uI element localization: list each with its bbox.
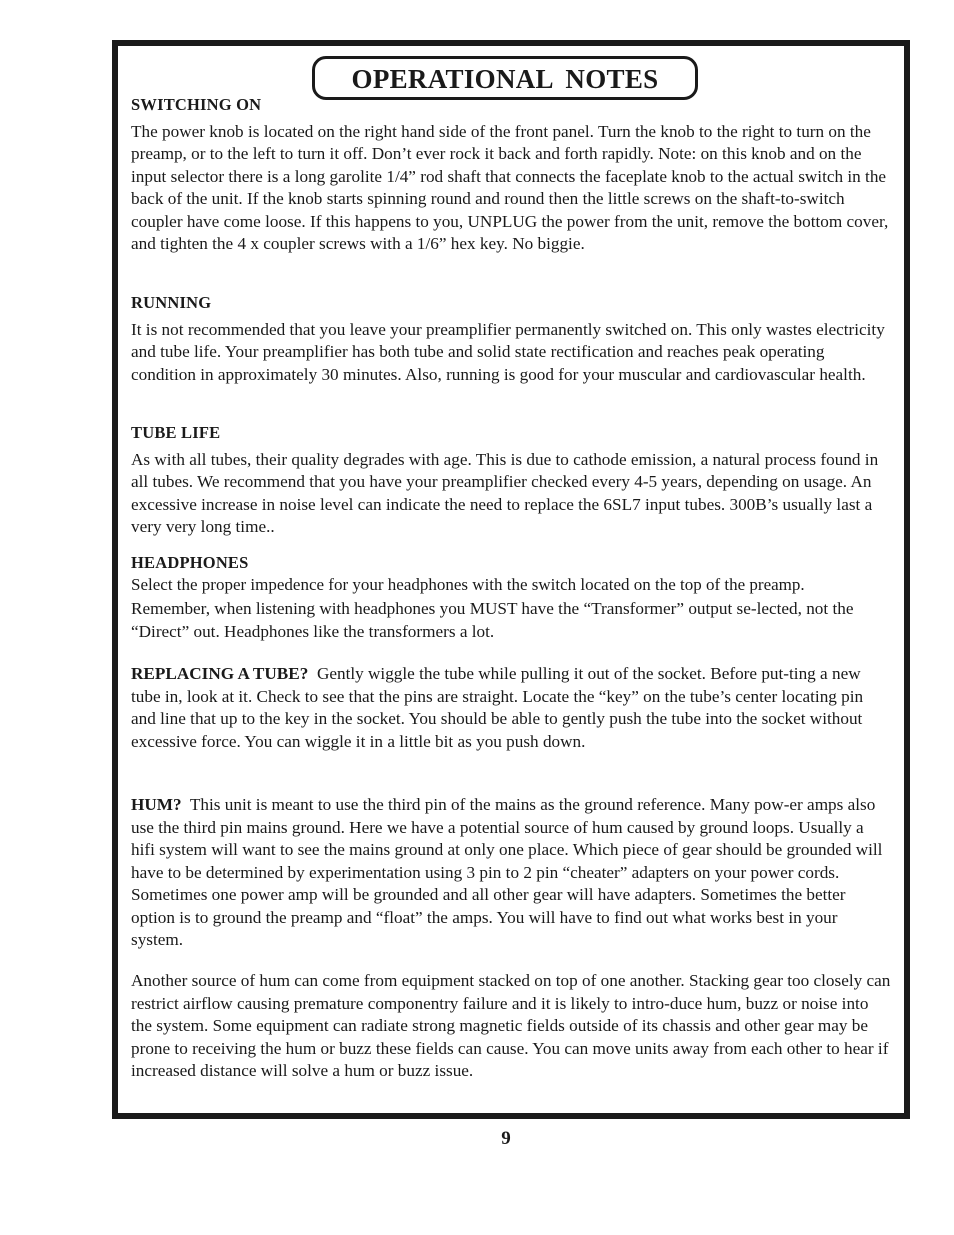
section-hum [131, 794, 891, 952]
section-body: Another source of hum can come from equipment stacked on top of one another. Stacking gear too closely can restrict airflow causing premature componentry failure and it is likely to intro-duce hum, buzz or noise into the system. Some equipment can radiate strong magnetic fields outside of its chassis and other gear may be prone to receiving the hum or buzz these fields can cause. You can move units away from each other to hear if increased distance will solve a hum or buzz issue. [131, 971, 891, 1080]
section-heading: HUM? [131, 795, 182, 814]
page-title: OPERATIONAL NOTES [351, 64, 659, 94]
section-heading: RUNNING [131, 293, 212, 312]
section-body-line1: Select the proper impedence for your headphones with the switch located on the top of the preamp. [131, 574, 805, 594]
section-replacing-a-tube [131, 663, 891, 753]
section-body: Gently wiggle the tube while pulling it out of the socket. Before put-ting a new tube in, look at it. Check to see that the pins are straight. Locate the “key” on the tube’s center locating pin and line that up to the key in the socket. You should be able to gently push the tube into the socket without excessive force. You can wiggle it in a little bit as you push down. [131, 664, 864, 751]
section-headphones [131, 552, 891, 643]
section-body: Remember, when listening with headphones you MUST have the “Transformer” output se-lected, not the “Direct” out. Headphones like the transformers a lot. [131, 599, 854, 641]
section-body-wrapper [131, 794, 891, 952]
section-body: The power knob is located on the right hand side of the front panel. Turn the knob to the right to turn on the preamp, or to the left to turn it off. Don’t ever rock it back and forth rapidly. Note: on this knob and on the input selector there is a long garolite 1/4” rod shaft that connects the faceplate knob to the actual switch in the back of the unit. If the knob starts spinning round and round then the little screws on the shaft-to-switch coupler have come loose. If this happens to you, UNPLUG the power from the unit, remove the bottom cover, and tighten the 4 x coupler screws with a 1/6” hex key. No biggie. [131, 121, 889, 253]
section-switching-on [131, 94, 891, 256]
section-heading: SWITCHING ON [131, 95, 262, 114]
section-heading: HEADPHONES [131, 553, 249, 572]
section-body: As with all tubes, their quality degrades with age. This is due to cathode emission, a natural process found in all tubes. We recommend that you have your preamplifier checked every 4-5 years, depending on usage. An excessive increase in noise level can indicate the need to replace the 6SL7 input tubes. 300B’s usually last a very very long time.. [131, 449, 879, 536]
section-body: It is not recommended that you leave your preamplifier permanently switched on. This only wastes electricity and tube life. Your preamplifier has both tube and solid state rectification and reaches peak operating condition in approximately 30 minutes. Also, running is good for your muscular and cardiovascular health. [131, 319, 885, 384]
section-running [131, 292, 891, 386]
section-tube-life [131, 422, 891, 539]
section-heading: TUBE LIFE [131, 423, 221, 442]
page-number: 9 [501, 1128, 511, 1149]
section-hum-continued [131, 970, 891, 1083]
section-heading: REPLACING A TUBE? [131, 664, 309, 683]
section-body-wrapper [131, 663, 891, 753]
section-body: This unit is meant to use the third pin of the mains as the ground reference. Many pow-er amps also use the third pin mains ground. Here we have a potential source of hum caused by ground loops. Usually a hifi system will want to see the mains ground at only one place. Which piece of gear should be grounded will have to be determined by experimentation using 3 pin to 2 pin “cheater” adapters on your power cords. Sometimes one power amp will be grounded and all other gear will have adapters. Sometimes the better option is to ground the preamp and “float” the amps. You will have to find out what works best in your system. [131, 795, 883, 949]
